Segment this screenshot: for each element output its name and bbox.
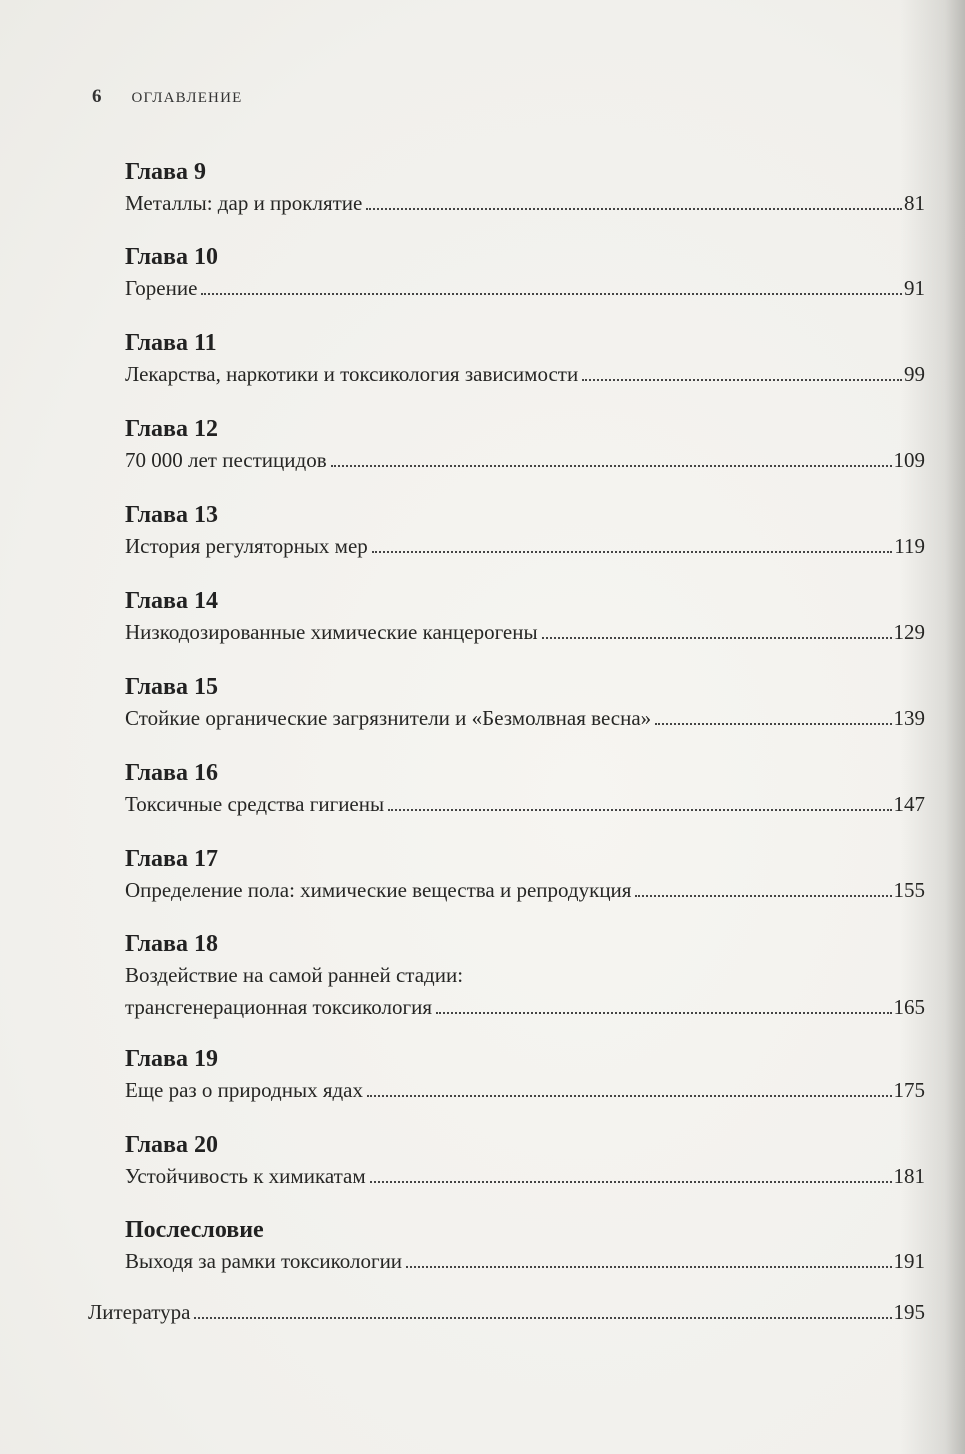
chapter-title: Лекарства, наркотики и токсикология зависимости [125, 362, 579, 386]
chapter-title: 70 000 лет пестицидов [125, 448, 327, 472]
dot-leader [388, 809, 891, 811]
toc-entry [125, 1130, 925, 1192]
toc-entry [125, 500, 925, 562]
chapter-page: 129 [893, 620, 925, 644]
chapter-label: Глава 11 [125, 330, 217, 356]
chapter-line [125, 1074, 925, 1106]
chapter-line [125, 530, 925, 562]
page-number: 6 [92, 86, 102, 107]
chapter-page: 139 [893, 706, 925, 730]
chapter-page: 175 [893, 1078, 925, 1102]
chapter-label: Глава 17 [125, 846, 218, 872]
chapter-page: 181 [893, 1164, 925, 1188]
chapter-title: трансгенерационная токсикология [125, 995, 433, 1019]
toc-entry [125, 1044, 925, 1106]
toc-entry [125, 586, 925, 648]
toc-entry [125, 672, 925, 734]
chapter-line [125, 991, 925, 1023]
chapter-line [125, 1245, 925, 1277]
chapter-label: Глава 12 [125, 416, 218, 442]
chapter-title: Стойкие органические загрязнители и «Безмолвная весна» [125, 706, 652, 730]
toc-entry [125, 758, 925, 820]
chapter-title: Горение [125, 276, 198, 300]
chapter-label: Послесловие [125, 1217, 264, 1243]
toc-entry-bibliography [88, 1296, 925, 1328]
chapter-title: Выходя за рамки токсикологии [125, 1249, 403, 1273]
toc-entry [125, 844, 925, 906]
chapter-label: Глава 14 [125, 588, 218, 614]
chapter-title: Устойчивость к химикатам [125, 1164, 366, 1188]
section-title: ОГЛАВЛЕНИЕ [131, 90, 243, 106]
bibliography-title: Литература [88, 1300, 191, 1324]
chapter-label: Глава 18 [125, 931, 218, 957]
chapter-label: Глава 20 [125, 1132, 218, 1158]
chapter-page: 155 [893, 878, 925, 902]
chapter-page: 165 [893, 995, 925, 1019]
toc-entry [125, 1215, 925, 1277]
chapter-title: Металлы: дар и проклятие [125, 191, 363, 215]
chapter-line [125, 444, 925, 476]
chapter-line [125, 874, 925, 906]
chapter-label: Глава 19 [125, 1046, 218, 1072]
chapter-page: 109 [893, 448, 925, 472]
chapter-title: История регуляторных мер [125, 534, 368, 558]
chapter-page: 99 [904, 362, 925, 386]
chapter-line [125, 1160, 925, 1192]
dot-leader [436, 1012, 891, 1014]
chapter-line [125, 187, 925, 219]
chapter-page: 81 [904, 191, 925, 215]
chapter-label: Глава 10 [125, 244, 218, 270]
chapter-title: Еще раз о природных ядах [125, 1078, 364, 1102]
chapter-title: Определение пола: химические вещества и репродукция [125, 878, 632, 902]
chapter-page: 91 [904, 276, 925, 300]
dot-leader [201, 293, 902, 295]
chapter-label: Глава 15 [125, 674, 218, 700]
chapter-line [125, 272, 925, 304]
chapter-page: 191 [893, 1249, 925, 1273]
chapter-label: Глава 16 [125, 760, 218, 786]
dot-leader [582, 379, 902, 381]
dot-leader [655, 723, 891, 725]
dot-leader [635, 895, 891, 897]
bibliography-page: 195 [893, 1300, 925, 1324]
dot-leader [367, 1095, 891, 1097]
toc-entry [125, 157, 925, 219]
toc-entry [125, 328, 925, 390]
running-head [92, 86, 242, 108]
chapter-line [88, 1296, 925, 1328]
dot-leader [542, 637, 892, 639]
chapter-page: 119 [894, 534, 925, 558]
chapter-title: Токсичные средства гигиены [125, 792, 385, 816]
chapter-label: Глава 13 [125, 502, 218, 528]
dot-leader [194, 1317, 891, 1319]
chapter-title: Низкодозированные химические канцерогены [125, 620, 538, 644]
chapter-page: 147 [893, 792, 925, 816]
dot-leader [372, 551, 892, 553]
chapter-line [125, 702, 925, 734]
dot-leader [370, 1181, 892, 1183]
dot-leader [331, 465, 892, 467]
chapter-label: Глава 9 [125, 159, 206, 185]
chapter-line [125, 616, 925, 648]
chapter-line [125, 788, 925, 820]
chapter-title-line1: Воздействие на самой ранней стадии: [125, 963, 464, 987]
toc-entry [125, 242, 925, 304]
dot-leader [366, 208, 902, 210]
toc-entry [125, 929, 925, 1023]
chapter-line [125, 358, 925, 390]
dot-leader [406, 1266, 891, 1268]
toc-entry [125, 414, 925, 476]
